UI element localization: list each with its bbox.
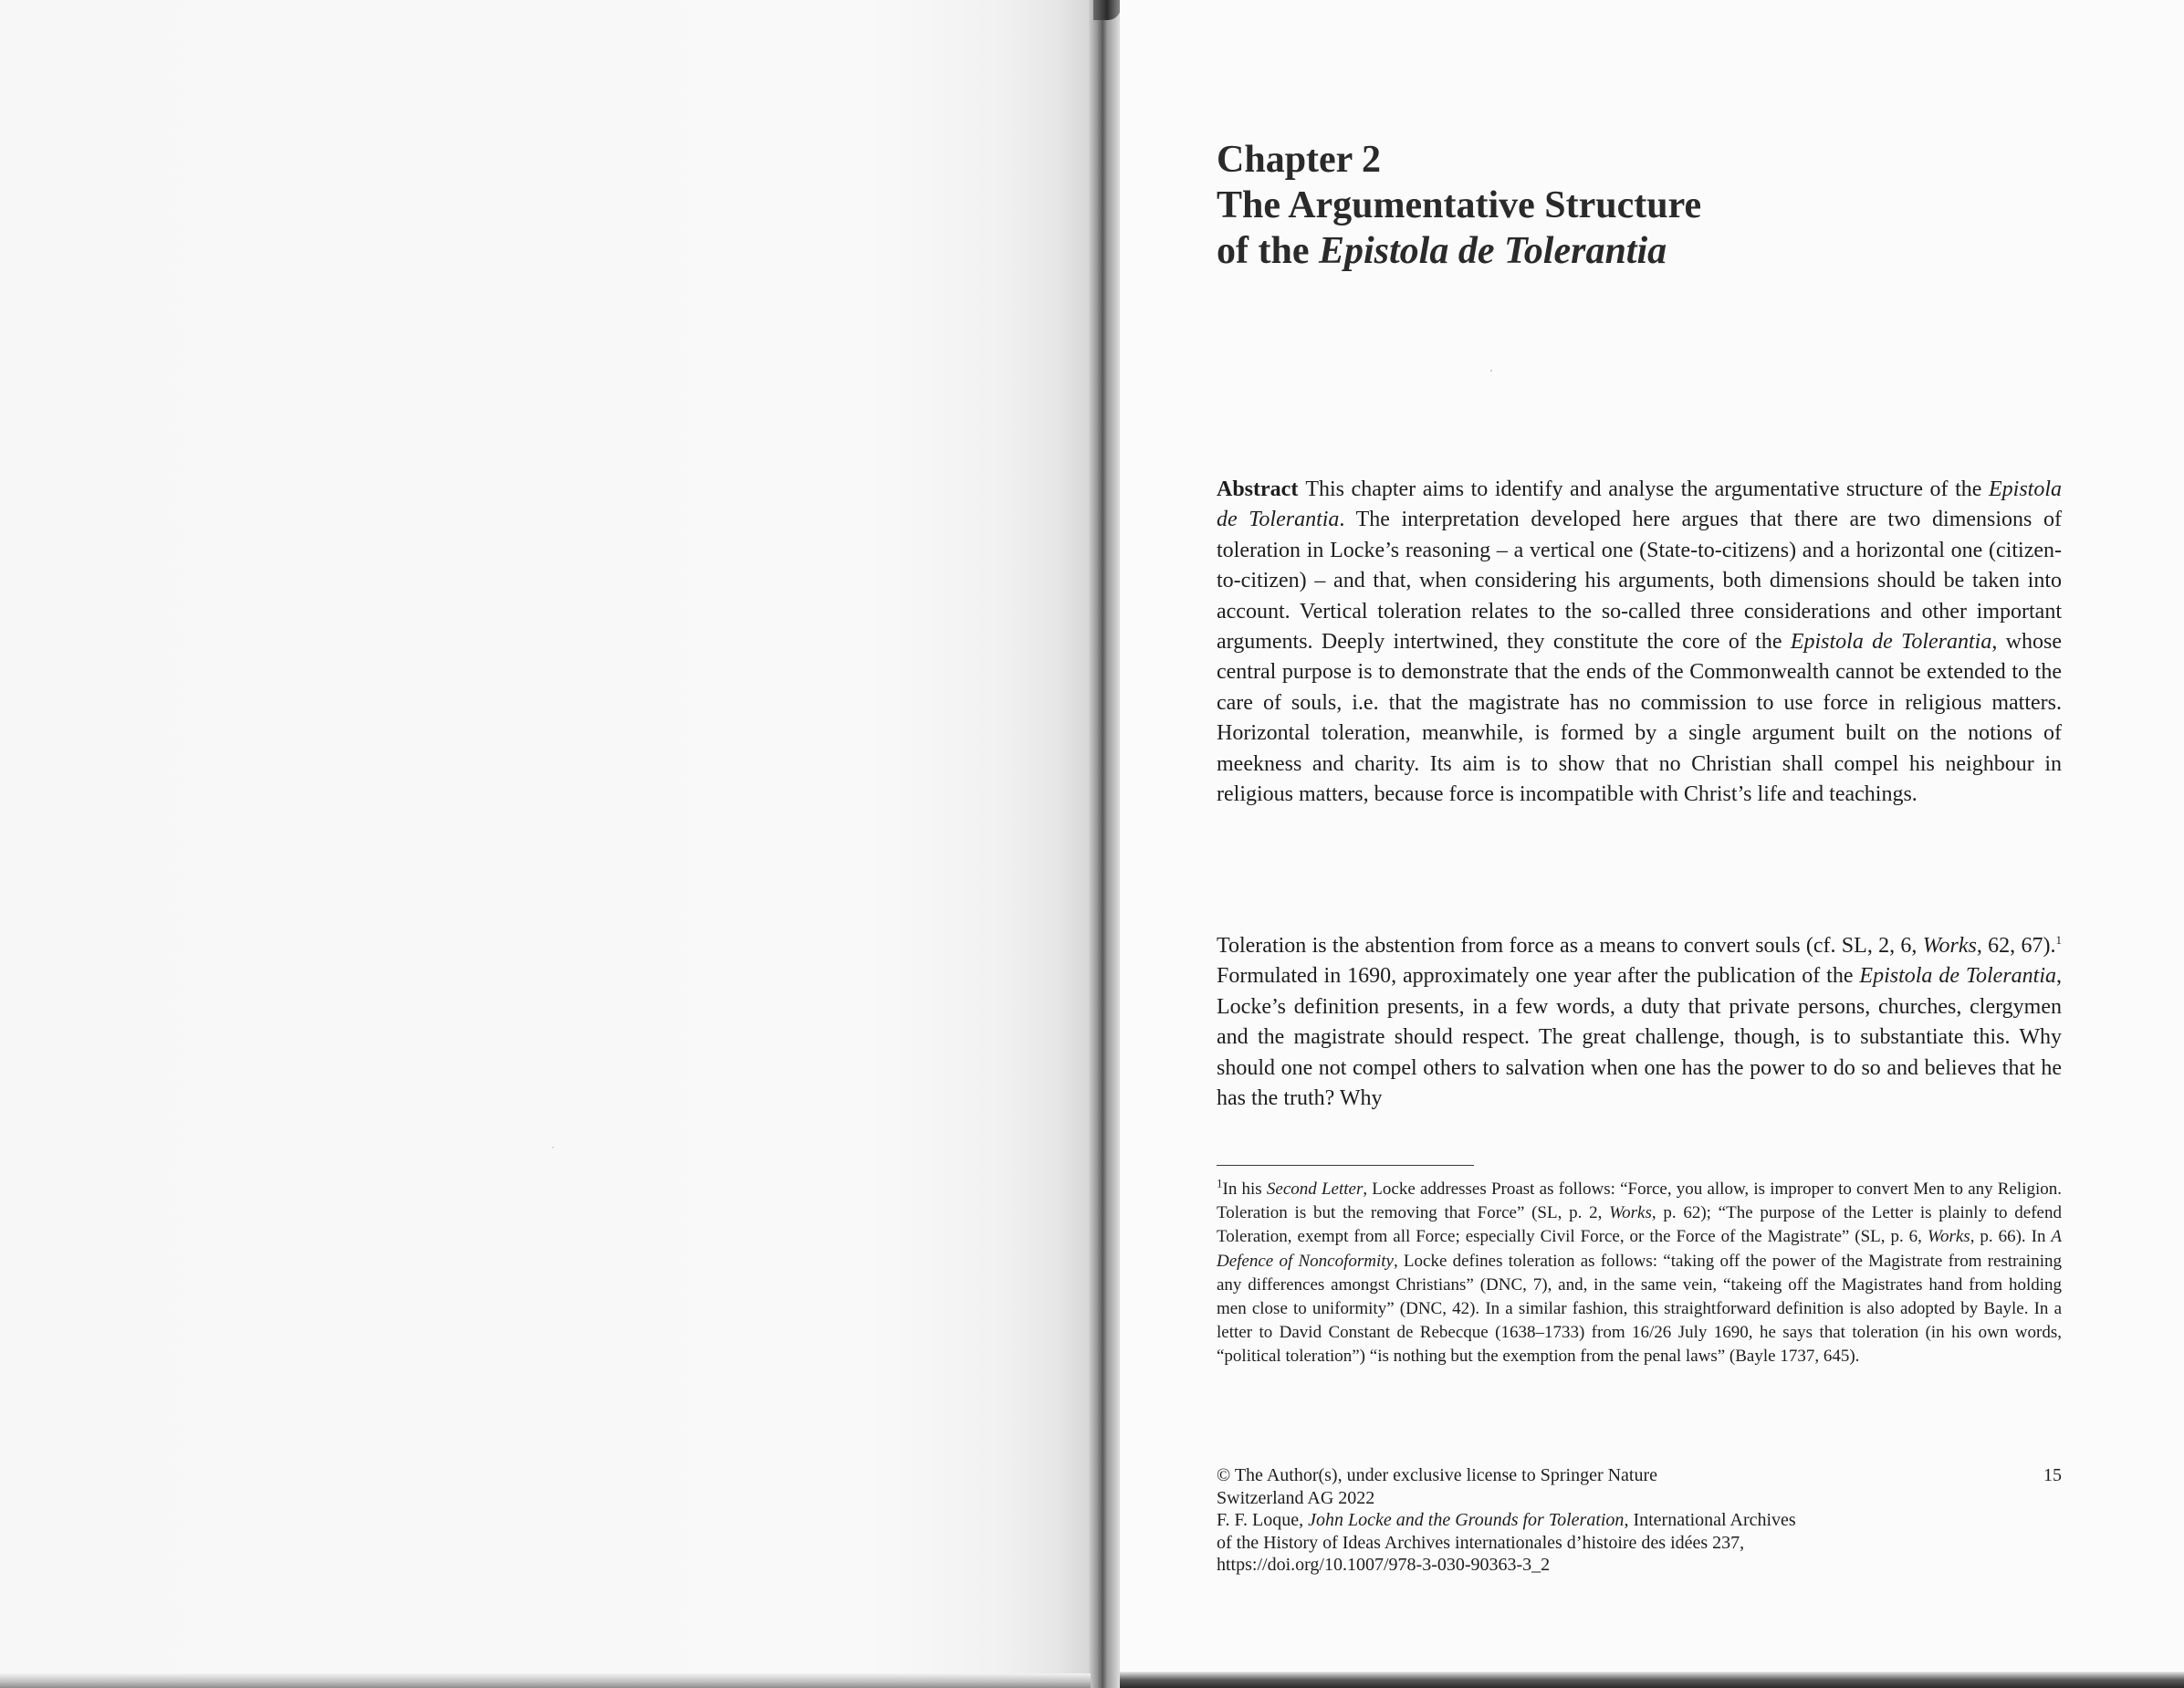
citation-author: F. F. Loque,	[1217, 1510, 1309, 1530]
abstract-label: Abstract	[1217, 477, 1299, 501]
chapter-title-line-2	[1217, 228, 2062, 274]
chapter-title-prefix: of the	[1217, 230, 1319, 272]
footnote-text: , p. 62); “The purpose of the Letter is plainly to defend Toleration, exempt from all Force; especially Civil Force, or the Force of the Magistrate” (SL, p. 6,	[1217, 1203, 2062, 1247]
citation-line	[1217, 1509, 1928, 1532]
body-text: Toleration is the abstention from force as a means to convert souls (cf. SL, 2, 6,	[1217, 934, 1923, 958]
body-paragraph	[1217, 931, 2062, 1114]
footnote-text: In his	[1222, 1180, 1267, 1199]
right-page-bottom-edge	[1120, 1672, 2184, 1688]
body-text: , Locke’s definition presents, in a few words, a duty that private persons, churches, clergymen and the magistrate should respect. The great challenge, though, is to substantiate this. Why should one not compel others to salvation when one has the power to do so and believes that he has the truth? Why	[1217, 964, 2063, 1111]
abstract-work-title: Epistola de Tolerantia	[1790, 630, 1992, 655]
footnote-divider	[1217, 1165, 1474, 1166]
paper-speck	[1490, 370, 1492, 372]
footnote-reference[interactable]: 1	[2055, 933, 2062, 947]
abstract	[1217, 475, 2062, 810]
footnote-text: , Locke addresses Proast as follows: “Force, you allow, is improper to convert Men to any Religion. Toleration is but the removing that Force” (SL, p. 2,	[1217, 1180, 2063, 1223]
footnote-marker: 1	[1217, 1176, 1223, 1190]
body-work-title: Works	[1922, 934, 1977, 958]
paper-speck	[552, 1147, 554, 1148]
abstract-work-title: Epistola de Tolerantia	[1217, 477, 2062, 532]
page-number: 15	[2043, 1465, 2062, 1485]
citation-series: , International Archives	[1624, 1510, 1796, 1530]
footnote-text: , Locke defines toleration as follows: “taking off the power of the Magistrate from restraining any differences amongst Christians” (DNC, 7), and, in the same vein, “takeing off the Magistrates hand from holding men close to uniformity” (DNC, 42). In a similar fashion, this straightforward definition is also adopted by Bayle. In a letter to David Constant de Rebecque (1638–1733) from 16/26 July 1690, he says that toleration (in his own words, “political toleration”) “is nothing but the exemption from the penal laws” (Bayle 1737, 645).	[1217, 1251, 2062, 1367]
copyright-line: © The Author(s), under exclusive license to Springer Nature	[1217, 1465, 1658, 1485]
footnote-work-title: Works	[1609, 1203, 1652, 1223]
chapter-number: Chapter 2	[1217, 139, 1382, 181]
citation-book-title: John Locke and the Grounds for Toleration	[1308, 1510, 1625, 1530]
footnote-text: , p. 66). In	[1970, 1227, 2052, 1247]
footnote-work-title: A Defence of Noncoformity	[1217, 1227, 2063, 1271]
abstract-text: , whose central purpose is to demonstrate that the ends of the Commonwealth cannot be extended to the care of souls, i.e. that the magistrate has no commission to use force in religious matters. Horizontal toleration, meanwhile, is formed by a single argument built on the notions of meekness and charity. Its aim is to show that no Christian shall compel his neighbour in religious matters, because force is incompatible with Christ’s life and teachings.	[1217, 630, 2062, 807]
left-blank-page	[0, 0, 1091, 1688]
abstract-text: This chapter aims to identify and analyse the argumentative structure of the	[1305, 477, 1989, 501]
chapter-title	[1217, 137, 2062, 274]
chapter-title-work: Epistola de Tolerantia	[1318, 230, 1667, 272]
copyright-line: Switzerland AG 2022	[1217, 1487, 1375, 1508]
copyright-block	[1217, 1464, 1928, 1577]
footnote-work-title: Second Letter	[1266, 1180, 1364, 1199]
footnote-work-title: Works	[1927, 1227, 1970, 1247]
body-text: Formulated in 1690, approximately one year after the publication of the	[1217, 964, 1860, 989]
body-work-title: Epistola de Tolerantia	[1859, 964, 2057, 989]
chapter-title-line-1: The Argumentative Structure	[1217, 184, 1702, 226]
body-text: , 62, 67).	[1976, 934, 2056, 958]
left-page-bottom-edge	[0, 1673, 1091, 1688]
citation-line: of the History of Ideas Archives internationales d’histoire des idées 237,	[1217, 1532, 1745, 1553]
footnote	[1217, 1178, 2062, 1369]
doi-link[interactable]: https://doi.org/10.1007/978-3-030-90363-3_2	[1217, 1555, 1551, 1575]
abstract-text: . The interpretation developed here argues that there are two dimensions of toleration in Locke’s reasoning – a vertical one (State-to-citizens) and a horizontal one (citizen-to-citizen) – and that, when considering his arguments, both dimensions should be taken into account. Vertical toleration relates to the so-called three considerations and other important arguments. Deeply intertwined, they constitute the core of the	[1217, 508, 2062, 655]
book-gutter	[1089, 0, 1120, 1688]
